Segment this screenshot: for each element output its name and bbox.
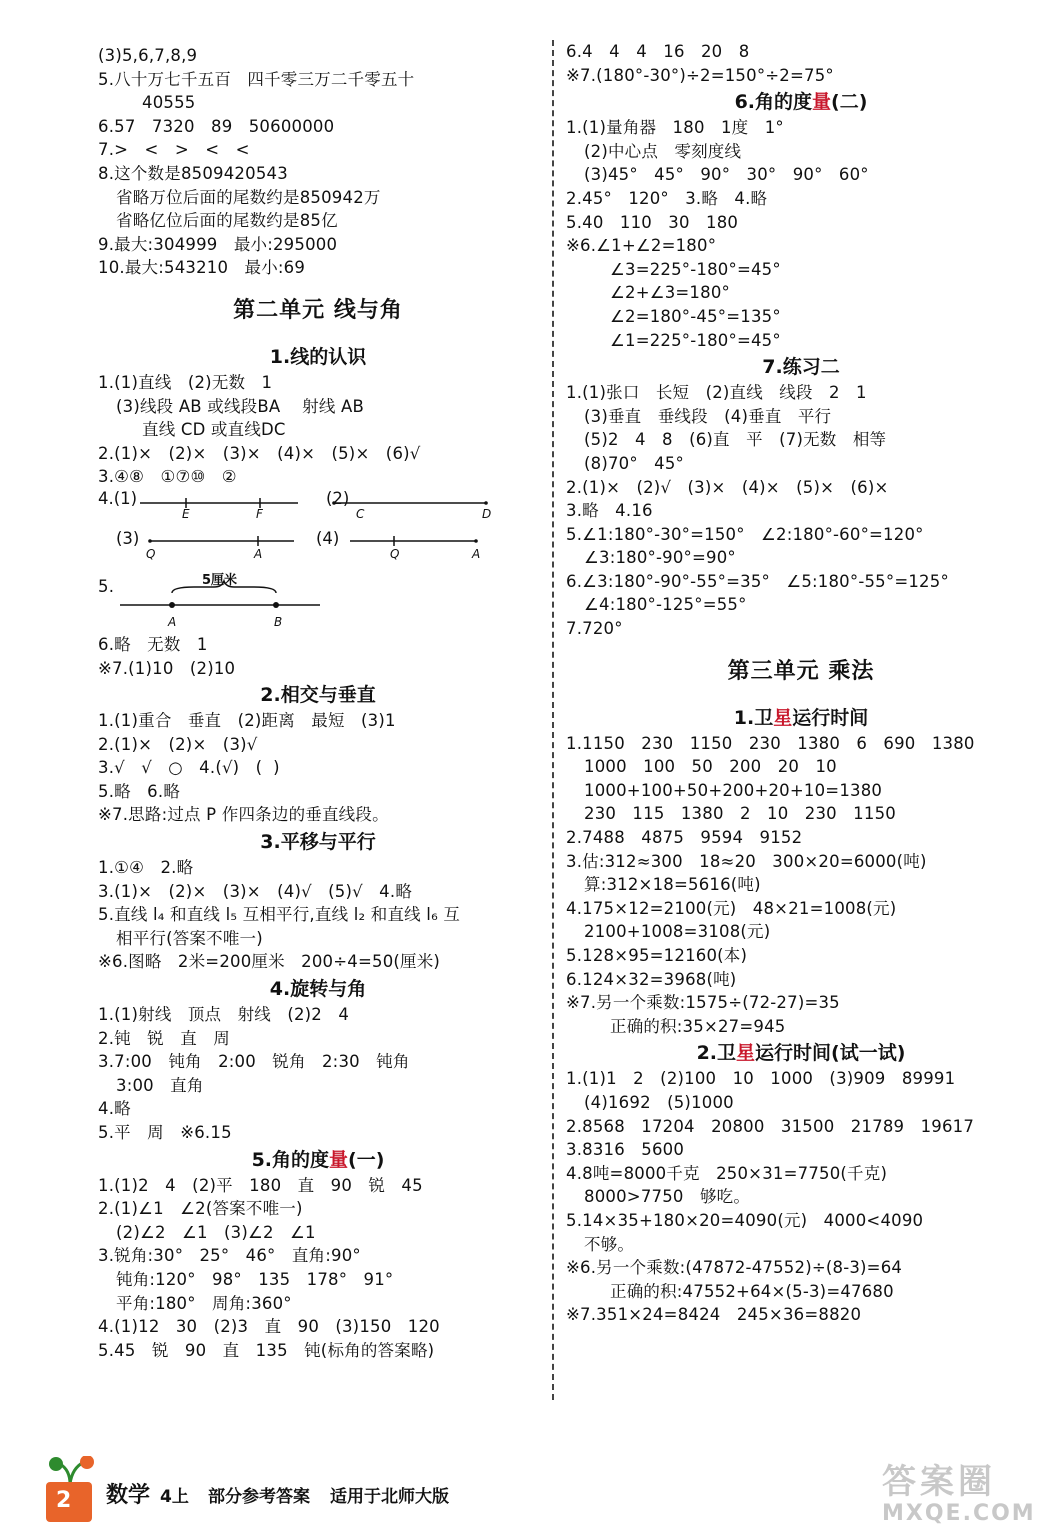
answer-line: 正确的积:47552+64×(5-3)=47680 <box>610 1281 894 1301</box>
answer-line: 4.8吨=8000千克 250×31=7750(千克) <box>566 1163 888 1183</box>
point-label: E <box>182 506 190 521</box>
section-title-part: 运行时间(试一试) <box>755 1042 906 1065</box>
answer-line: 2.(1)× (2)× (3)× (4)× (5)× (6)√ <box>98 443 421 463</box>
answer-line: 1.①④ 2.略 <box>98 858 194 878</box>
answer-line: 3.8316 5600 <box>566 1140 685 1160</box>
watermark <box>882 1462 1052 1530</box>
answer-line: ※6.另一个乘数:(47872-47552)÷(8-3)=64 <box>566 1258 903 1278</box>
footer-edition: 适用于北师大版 <box>330 1487 449 1507</box>
footer-desc: 部分参考答案 <box>208 1487 310 1507</box>
answer-line: 5.128×95=12160(本) <box>566 946 748 965</box>
answer-line: 1.1150 230 1150 230 1380 6 690 1380 <box>566 733 975 753</box>
answer-line: 1.(1)2 4 (2)平 180 直 90 锐 45 <box>98 1175 423 1195</box>
answer-line: (5)2 4 8 (6)直 平 (7)无数 相等 <box>584 430 887 450</box>
section-title-part: 1.卫 <box>733 706 774 729</box>
answer-line: 5.14×35+180×20=4090(元) 4000<4090 <box>566 1210 924 1230</box>
answer-line: 10.最大:543210 最小:69 <box>98 258 306 278</box>
answer-line: 3.④⑧ ①⑦⑩ ② <box>98 467 237 487</box>
figure-label: (3) <box>116 528 140 548</box>
answer-line: 2100+1008=3108(元) <box>584 922 771 942</box>
answer-line: 5.40 110 30 180 <box>566 212 739 232</box>
answer-line: 3.(1)× (2)× (3)× (4)√ (5)√ 4.略 <box>98 881 413 901</box>
answer-line: 9.最大:304999 最小:295000 <box>98 234 338 254</box>
watermark-url: MXQE.COM <box>882 1501 1036 1526</box>
answer-line: 3:00 直角 <box>116 1075 204 1095</box>
footer-subject: 数学 <box>106 1483 151 1508</box>
answer-line: 省略万位后面的尾数约是850942万 <box>116 187 381 207</box>
answer-line: 3.锐角:30° 25° 46° 直角:90° <box>98 1246 361 1266</box>
left-column <box>98 44 538 1362</box>
unit-title: 第三单元 乘法 <box>727 658 875 684</box>
unit-title: 第二单元 线与角 <box>233 297 403 323</box>
section-title-part: (二) <box>831 91 868 114</box>
line-figure-q4-row1 <box>98 489 538 515</box>
answer-line: (3)45° 45° 90° 30° 90° 60° <box>584 165 869 185</box>
point-label: A <box>168 614 177 629</box>
point-label: D <box>482 506 492 521</box>
answer-line: 3.√ √ ○ 4.(√) ( ) <box>98 758 280 778</box>
answer-line: 5.略 6.略 <box>98 781 181 801</box>
right-column <box>566 44 1036 1327</box>
section-title-part: 星 <box>773 706 793 729</box>
answer-line: (8)70° 45° <box>584 453 684 473</box>
answer-line: (2)∠2 ∠1 (3)∠2 ∠1 <box>116 1222 316 1242</box>
section-title <box>566 89 1036 115</box>
answer-line: ∠2+∠3=180° <box>610 283 730 303</box>
answer-line: 直线 CD 或直线DC <box>142 420 286 440</box>
answer-line: 不够。 <box>584 1234 635 1254</box>
answer-line: 6.124×32=3968(吨) <box>566 969 737 989</box>
point-label: B <box>274 614 283 629</box>
segment-diagram <box>98 489 538 515</box>
point-label: A <box>254 546 263 561</box>
answer-line: 1.(1)直线 (2)无数 1 <box>98 372 273 392</box>
answer-line: ※7.351×24=8424 245×36=8820 <box>566 1305 862 1325</box>
answer-line: 钝角:120° 98° 135 178° 91° <box>116 1269 394 1289</box>
figure-label: (2) <box>326 488 350 508</box>
section-title-part: 6.角的度 <box>734 91 813 114</box>
point-label: F <box>256 506 263 521</box>
footer-grade: 4上 <box>160 1487 189 1507</box>
answer-line: 1.(1)1 2 (2)100 10 1000 (3)909 89991 <box>566 1069 956 1089</box>
figure-label: 4.(1) <box>98 488 138 508</box>
section-title-part: 量 <box>812 91 832 114</box>
answer-line: 3.估:312≈300 18≈20 300×20=6000(吨) <box>566 851 927 871</box>
answer-line: (4)1692 (5)1000 <box>584 1092 734 1112</box>
watermark-text: 答案圈 <box>882 1462 996 1502</box>
section-title-part: 5.角的度 <box>251 1148 330 1171</box>
answer-line: 7.720° <box>566 619 623 639</box>
answer-line: 5.直线 l₄ 和直线 l₅ 互相平行,直线 l₂ 和直线 l₆ 互 <box>98 905 461 925</box>
section-title: 2.相交与垂直 <box>260 684 376 707</box>
section-title-part: 量 <box>329 1148 349 1171</box>
answer-line: 2.钝 锐 直 周 <box>98 1028 230 1048</box>
answer-line: 2.(1)× (2)√ (3)× (4)× (5)× (6)× <box>566 477 889 497</box>
answer-line: (3)垂直 垂线段 (4)垂直 平行 <box>584 406 832 426</box>
answer-line: 正确的积:35×27=945 <box>610 1016 786 1036</box>
answer-line: 1.(1)重合 垂直 (2)距离 最短 (3)1 <box>98 711 396 731</box>
answer-line: 5.八十万七千五百 四千零三万二千零五十 <box>98 69 415 89</box>
page-number: 2 <box>56 1488 72 1513</box>
figure-letters-row2 <box>98 546 538 569</box>
answer-line: 省略亿位后面的尾数约是85亿 <box>116 211 338 231</box>
answer-line: 5.平 周 ※6.15 <box>98 1123 232 1142</box>
answer-line: 6.4 4 4 16 20 8 <box>566 42 750 61</box>
answer-line: ※7.思路:过点 P 作四条边的垂直线段。 <box>98 805 389 825</box>
section-title: 7.练习二 <box>762 356 840 379</box>
answer-line: 2.45° 120° 3.略 4.略 <box>566 188 768 208</box>
length-label: 5厘米 <box>202 572 238 588</box>
answer-line: 7.> < > < < <box>98 140 250 160</box>
answer-line: 3.7:00 钝角 2:00 锐角 2:30 钝角 <box>98 1052 410 1072</box>
answer-line: 1.(1)张口 长短 (2)直线 线段 2 1 <box>566 383 867 403</box>
section-title-part: 星 <box>736 1042 756 1065</box>
section-title: 1.线的认识 <box>269 345 367 368</box>
answer-line: ※6.图略 2米=200厘米 200÷4=50(厘米) <box>98 952 441 972</box>
answer-line: 相平行(答案不唯一) <box>116 928 263 948</box>
answer-line: ∠1=225°-180°=45° <box>610 330 781 350</box>
answer-line: 5.∠1:180°-30°=150° ∠2:180°-60°=120° <box>566 524 924 544</box>
answer-line: 4.(1)12 30 (2)3 直 90 (3)150 120 <box>98 1317 440 1337</box>
section-title-part: 2.卫 <box>696 1042 737 1065</box>
answer-line: ∠4:180°-125°=55° <box>584 595 747 615</box>
section-title-part: (一) <box>348 1148 385 1171</box>
answer-line: 8000>7750 够吃。 <box>584 1187 751 1207</box>
answer-line: ∠3=225°-180°=45° <box>610 259 781 279</box>
answer-line: ※7.(180°-30°)÷2=150°÷2=75° <box>566 65 834 85</box>
answer-line: 1.(1)量角器 180 1度 1° <box>566 118 784 138</box>
answer-line: 平角:180° 周角:360° <box>116 1293 292 1313</box>
point-label: C <box>356 506 365 521</box>
column-divider <box>552 40 554 1400</box>
point-label: A <box>472 546 481 561</box>
answer-line: 1000+100+50+200+20+10=1380 <box>584 780 883 800</box>
answer-line: 230 115 1380 2 10 230 1150 <box>584 804 896 824</box>
section-title <box>98 1147 538 1173</box>
segment-figure-q5 <box>98 569 538 633</box>
section-title <box>566 1040 1036 1066</box>
answer-line: 1.(1)射线 顶点 射线 (2)2 4 <box>98 1005 350 1025</box>
section-title: 3.平移与平行 <box>260 831 376 854</box>
answer-line: 6.∠3:180°-90°-55°=35° ∠5:180°-55°=125° <box>566 571 949 591</box>
answer-line: 2.7488 4875 9594 9152 <box>566 828 803 848</box>
section-title: 4.旋转与角 <box>269 978 367 1001</box>
answer-line: (2)中心点 零刻度线 <box>584 141 742 161</box>
answer-line: 2.8568 17204 20800 31500 21789 19617 <box>566 1116 975 1136</box>
point-label: Q <box>390 546 400 561</box>
answer-line: ∠3:180°-90°=90° <box>584 548 736 568</box>
answer-line: ※6.∠1+∠2=180° <box>566 236 717 256</box>
answer-line: ∠2=180°-45°=135° <box>610 306 781 326</box>
segment-diagram <box>98 569 538 633</box>
answer-line: 8.这个数是8509420543 <box>98 163 288 183</box>
answer-line: 6.57 7320 89 50600000 <box>98 116 335 136</box>
answer-line: ※7.另一个乘数:1575÷(72-27)=35 <box>566 993 840 1013</box>
answer-line: (3)线段 AB 或线段BA 射线 AB <box>116 396 365 416</box>
answer-line: (3)5,6,7,8,9 <box>98 46 198 65</box>
answer-line: 40555 <box>142 93 196 113</box>
answer-line: 1000 100 50 200 20 10 <box>584 757 837 777</box>
answer-line: 2.(1)× (2)× (3)√ <box>98 734 258 754</box>
answer-line: ※7.(1)10 (2)10 <box>98 658 236 678</box>
answer-line: 算:312×18=5616(吨) <box>584 875 761 895</box>
question-number: 5. <box>98 576 115 596</box>
section-title <box>566 705 1036 731</box>
answer-line: 4.175×12=2100(元) 48×21=1008(元) <box>566 898 897 918</box>
answer-line: 6.略 无数 1 <box>98 634 208 654</box>
answer-line: 3.略 4.16 <box>566 501 653 521</box>
answer-line: 5.45 锐 90 直 135 钝(标角的答案略) <box>98 1340 435 1360</box>
section-title-part: 运行时间 <box>792 706 869 729</box>
answer-line: 4.略 <box>98 1099 131 1119</box>
point-label: Q <box>146 546 156 561</box>
figure-label: (4) <box>316 528 340 548</box>
answer-line: 2.(1)∠1 ∠2(答案不唯一) <box>98 1199 303 1219</box>
